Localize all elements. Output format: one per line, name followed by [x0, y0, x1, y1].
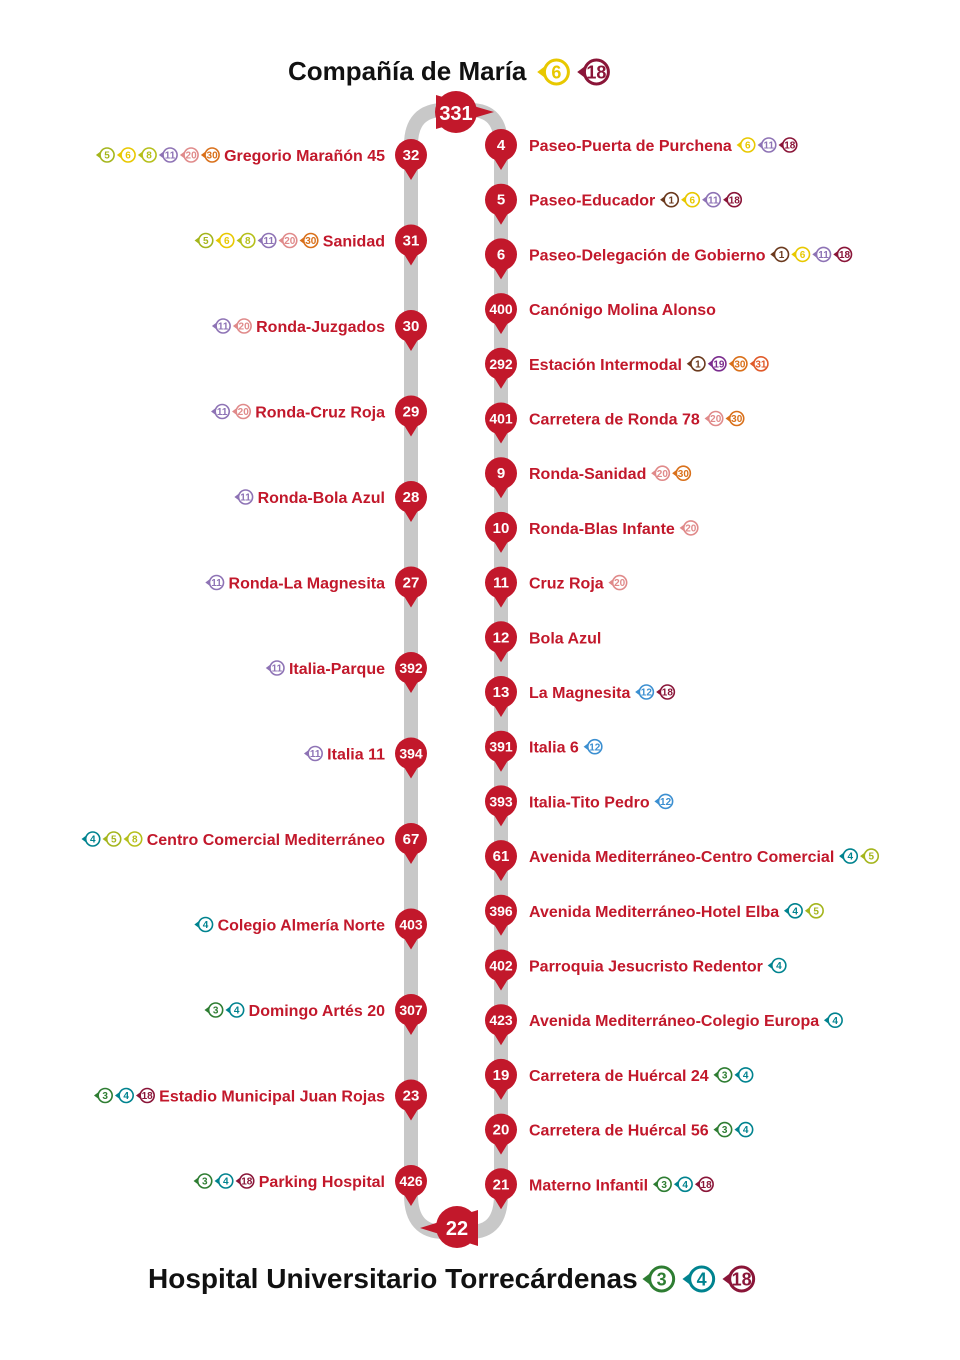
stop-marker[interactable] [395, 909, 427, 950]
badge-number: 20 [614, 578, 626, 590]
line-18-badge [236, 1174, 254, 1188]
badge-number: 11 [707, 195, 719, 207]
badge-number: 1 [695, 359, 701, 371]
line-1-badge [687, 357, 705, 371]
stop-394[interactable] [304, 738, 427, 779]
terminal-top-connections [537, 60, 608, 84]
stop-400[interactable] [485, 293, 716, 334]
badge-number: 5 [868, 851, 875, 863]
line-30-badge [300, 234, 318, 248]
badge-number: 12 [589, 742, 601, 754]
stop-32[interactable] [96, 139, 427, 180]
stop-code: 393 [489, 793, 513, 810]
stop-name: Colegio Almería Norte [217, 917, 385, 935]
line-20-badge [233, 319, 251, 333]
stop-name: Avenida Mediterráneo-Hotel Elba [529, 903, 780, 921]
terminal-top-code: 331 [439, 103, 473, 125]
badge-number: 11 [211, 578, 222, 590]
stop-marker[interactable] [395, 738, 427, 779]
badge-number: 3 [661, 1179, 667, 1191]
badge-number: 11 [217, 321, 229, 333]
stop-name: Ronda-Bola Azul [257, 490, 385, 507]
stop-code: 13 [492, 684, 510, 701]
line-5-badge [103, 832, 121, 846]
badge-number: 3 [656, 1269, 667, 1290]
badge-number: 20 [656, 468, 668, 480]
line-18-badge [656, 685, 674, 699]
badge-number: 12 [660, 797, 672, 808]
stop-marker[interactable] [485, 129, 517, 170]
stop-403[interactable] [194, 909, 427, 950]
line-1-badge [770, 247, 788, 261]
right-stops [485, 129, 878, 1209]
stop-marker[interactable] [395, 994, 427, 1035]
stop-marker[interactable] [485, 293, 517, 334]
badge-number: 18 [661, 687, 673, 699]
terminal-bottom [148, 1206, 754, 1294]
stop-marker[interactable] [395, 567, 427, 608]
badge-number: 3 [212, 1005, 219, 1017]
stop-marker[interactable] [485, 895, 517, 936]
line-20-badge [705, 412, 723, 426]
stop-292[interactable] [485, 348, 768, 389]
line-4-badge [734, 1123, 752, 1137]
badge-number: 4 [222, 1176, 229, 1188]
stop-marker[interactable] [485, 731, 517, 772]
stop-code: 11 [493, 574, 509, 592]
badge-number: 18 [784, 140, 796, 152]
stop-marker[interactable] [485, 676, 517, 717]
stop-marker[interactable] [485, 1168, 517, 1209]
stop-marker[interactable] [485, 840, 517, 881]
badge-number: 6 [125, 150, 131, 162]
line-11-badge [211, 405, 229, 419]
badge-number: 6 [744, 140, 751, 152]
stop-27[interactable] [205, 567, 427, 608]
badge-number: 4 [792, 906, 798, 918]
stop-6[interactable] [485, 238, 852, 279]
badge-number: 1 [778, 250, 785, 261]
badge-number: 30 [731, 414, 743, 426]
line-20-badge [608, 576, 626, 590]
stop-code: 10 [492, 519, 510, 537]
stop-marker[interactable] [395, 1165, 427, 1206]
line-18-badge [722, 1267, 753, 1291]
line-30-badge [729, 357, 747, 371]
stop-402[interactable] [485, 950, 786, 991]
badge-number: 5 [110, 834, 117, 846]
stop-name: Italia-Tito Pedro [529, 794, 650, 812]
badge-number: 11 [164, 150, 176, 162]
stop-code: 23 [402, 1087, 420, 1105]
stop-code: 27 [402, 574, 420, 592]
stop-20[interactable] [485, 1114, 753, 1155]
badge-number: 4 [682, 1179, 688, 1191]
line-4-badge [225, 1003, 243, 1017]
stop-code: 28 [402, 489, 420, 506]
stop-marker[interactable] [395, 139, 427, 180]
badge-number: 31 [755, 359, 767, 371]
line-5-badge [195, 234, 213, 248]
stop-marker[interactable] [485, 1004, 517, 1045]
line-3-badge [642, 1267, 673, 1291]
badge-number: 5 [104, 150, 110, 162]
badge-number: 20 [685, 523, 697, 535]
line-11-badge [205, 576, 223, 590]
stop-29[interactable] [211, 396, 427, 437]
stop-code: 20 [492, 1121, 510, 1139]
stop-name: Ronda-Juzgados [256, 319, 385, 336]
line-18-badge [695, 1177, 713, 1191]
badge-number: 3 [721, 1070, 728, 1082]
badge-number: 12 [640, 687, 652, 699]
badge-number: 30 [734, 359, 746, 371]
line-4-badge [784, 904, 802, 918]
stop-23[interactable] [94, 1080, 427, 1121]
stop-21[interactable] [485, 1168, 713, 1209]
line-4-badge [115, 1089, 133, 1103]
stop-name: Domingo Artés 20 [248, 1003, 385, 1020]
badge-number: 20 [710, 414, 722, 426]
badge-number: 4 [832, 1015, 838, 1027]
stop-code: 396 [489, 902, 513, 919]
stop-code: 394 [399, 745, 423, 762]
stop-name: Estación Intermodal [529, 356, 682, 374]
stop-code: 6 [496, 246, 506, 264]
stop-67[interactable] [82, 823, 427, 864]
line-4-badge [674, 1177, 692, 1191]
badge-number: 4 [202, 920, 209, 932]
stop-code: 401 [489, 410, 513, 427]
stop-code: 426 [399, 1173, 423, 1189]
badge-number: 30 [206, 150, 218, 162]
stop-name: Canónigo Molina Alonso [529, 302, 716, 320]
stop-name: Paseo-Educador [529, 192, 656, 210]
stop-name: Avenida Mediterráneo-Centro Comercial [529, 849, 835, 867]
stop-code: 19 [492, 1066, 510, 1084]
badge-number: 18 [731, 1269, 752, 1290]
badge-number: 11 [263, 236, 275, 248]
line-6-badge [791, 247, 809, 261]
stop-19[interactable] [485, 1059, 753, 1100]
stop-code: 292 [489, 355, 513, 372]
line-30-badge [672, 466, 690, 480]
stop-marker[interactable] [485, 785, 517, 826]
line-11-badge [234, 490, 252, 504]
line-11-badge [702, 193, 720, 207]
stop-name: Carretera de Huércal 24 [529, 1067, 709, 1085]
stop-426[interactable] [194, 1165, 427, 1206]
badge-number: 4 [742, 1125, 749, 1137]
line-6-badge [216, 234, 234, 248]
badge-number: 11 [818, 250, 829, 261]
line-11-badge [266, 661, 284, 675]
line-18-badge [723, 193, 741, 207]
line-11-badge [212, 319, 230, 333]
line-3-badge [194, 1174, 212, 1188]
line-11-badge [812, 247, 830, 261]
stop-61[interactable] [485, 840, 878, 881]
line-12-badge [584, 740, 602, 754]
line-5-badge [805, 904, 823, 918]
badge-number: 30 [305, 236, 317, 248]
stop-code: 31 [402, 232, 420, 250]
stop-code: 307 [399, 1002, 423, 1018]
badge-number: 8 [244, 236, 251, 248]
line-3-badge [713, 1068, 731, 1082]
line-4-badge [839, 849, 857, 863]
stop-code: 402 [489, 957, 513, 974]
stop-marker[interactable] [485, 567, 517, 608]
stop-marker[interactable] [485, 621, 517, 662]
line-19-badge [708, 357, 726, 371]
stop-307[interactable] [204, 994, 427, 1035]
line-12-badge [654, 794, 672, 808]
stop-name: Avenida Mediterráneo-Colegio Europa [529, 1013, 820, 1031]
stop-401[interactable] [485, 403, 744, 444]
stop-name: Carretera de Huércal 56 [529, 1122, 709, 1140]
stop-marker[interactable] [485, 512, 517, 553]
badge-number: 11 [271, 663, 283, 675]
badge-number: 18 [700, 1179, 712, 1191]
stop-name: Parroquia Jesucristo Redentor [529, 958, 763, 976]
line-4-badge [682, 1267, 713, 1291]
badge-number: 5 [813, 906, 819, 918]
stop-marker[interactable] [485, 348, 517, 389]
stop-marker[interactable] [395, 310, 427, 351]
stop-code: 5 [496, 191, 506, 209]
stop-code: 403 [399, 916, 423, 933]
badge-number: 3 [102, 1091, 108, 1103]
badge-number: 20 [238, 321, 250, 333]
line-18-badge [833, 247, 851, 261]
line-20-badge [232, 405, 250, 419]
line-6-badge [537, 60, 568, 84]
stop-marker[interactable] [395, 396, 427, 437]
stop-10[interactable] [485, 512, 698, 553]
badge-number: 11 [216, 407, 228, 419]
stop-marker[interactable] [395, 1080, 427, 1121]
badge-number: 4 [776, 961, 782, 973]
line-11-badge [304, 747, 322, 761]
badge-number: 20 [237, 407, 249, 419]
badge-number: 1 [668, 195, 675, 207]
line-31-badge [750, 357, 768, 371]
line-3-badge [94, 1089, 112, 1103]
terminal-bottom-connections [642, 1267, 753, 1291]
badge-number: 4 [89, 834, 96, 846]
badge-number: 11 [763, 140, 775, 152]
line-18-badge [136, 1089, 154, 1103]
line-20-badge [279, 234, 297, 248]
badge-number: 6 [223, 236, 230, 248]
stop-393[interactable] [485, 785, 673, 826]
line-4-badge [768, 959, 786, 973]
line-4-badge [734, 1068, 752, 1082]
stop-name: Centro Comercial Mediterráneo [146, 832, 385, 849]
badge-number: 18 [586, 62, 607, 83]
stop-name: Italia 11 [327, 746, 385, 764]
line-20-badge [180, 148, 198, 162]
stop-392[interactable] [266, 652, 427, 693]
stop-name: Ronda-Sanidad [529, 466, 647, 484]
badge-number: 18 [141, 1091, 153, 1103]
stop-name: Italia-Parque [288, 661, 385, 678]
badge-number: 4 [123, 1091, 129, 1103]
badge-number: 8 [131, 834, 138, 846]
stop-marker[interactable] [485, 238, 517, 279]
stop-name: Italia 6 [529, 739, 579, 757]
stop-name: La Magnesita [529, 685, 631, 702]
stop-code: 400 [489, 301, 513, 318]
stop-marker[interactable] [485, 1059, 517, 1100]
badge-number: 3 [201, 1176, 208, 1188]
stop-name: Materno Infantil [529, 1177, 649, 1195]
badge-number: 4 [233, 1005, 240, 1017]
stop-code: 391 [489, 738, 513, 755]
line-4-badge [82, 832, 100, 846]
line-1-badge [660, 193, 678, 207]
stop-code: 12 [492, 629, 510, 647]
badge-number: 11 [240, 492, 251, 504]
stop-name: Bola Azul [529, 630, 602, 648]
line-3-badge [713, 1123, 731, 1137]
stop-name: Ronda-La Magnesita [228, 575, 385, 593]
stop-marker[interactable] [395, 652, 427, 693]
badge-number: 5 [202, 236, 209, 248]
badge-number: 4 [847, 851, 854, 863]
stop-5[interactable] [485, 184, 741, 225]
stop-marker[interactable] [485, 403, 517, 444]
stop-code: 4 [496, 137, 506, 154]
badge-number: 19 [713, 359, 725, 371]
line-4-badge [215, 1174, 233, 1188]
line-18-badge [779, 138, 797, 152]
badge-number: 30 [677, 468, 689, 480]
stop-9[interactable] [485, 457, 690, 498]
stop-code: 392 [399, 660, 423, 676]
stop-name: Carretera de Ronda 78 [529, 411, 700, 429]
badge-number: 20 [185, 150, 197, 162]
stop-marker[interactable] [485, 1114, 517, 1155]
line-5-badge [96, 148, 114, 162]
terminal-top-marker[interactable] [435, 91, 494, 133]
line-6-badge [737, 138, 755, 152]
badge-number: 18 [241, 1176, 253, 1188]
stop-name: Estadio Municipal Juan Rojas [159, 1088, 385, 1106]
line-8-badge [124, 832, 142, 846]
terminal-top [288, 56, 608, 133]
line-11-badge [758, 138, 776, 152]
line-6-badge [681, 193, 699, 207]
stop-name: Parking Hospital [258, 1174, 385, 1191]
line-3-badge [204, 1003, 222, 1017]
line-4-badge [194, 918, 212, 932]
badge-number: 18 [728, 195, 740, 207]
line-11-badge [159, 148, 177, 162]
stop-28[interactable] [234, 481, 427, 522]
badge-number: 8 [146, 150, 152, 162]
stop-marker[interactable] [485, 457, 517, 498]
stop-code: 29 [402, 403, 420, 421]
badge-number: 11 [309, 749, 321, 761]
stop-396[interactable] [485, 895, 823, 936]
badge-number: 20 [284, 236, 296, 248]
stop-name: Cruz Roja [529, 575, 604, 593]
stop-code: 21 [492, 1176, 510, 1194]
stop-marker[interactable] [485, 950, 517, 991]
line-3-badge [653, 1177, 671, 1191]
line-5-badge [860, 849, 878, 863]
line-20-badge [680, 521, 698, 535]
stop-code: 423 [489, 1012, 513, 1029]
terminal-bottom-name: Hospital Universitario Torrecárdenas [148, 1263, 638, 1294]
stop-name: Gregorio Marañón 45 [224, 148, 385, 165]
stop-30[interactable] [212, 310, 427, 351]
terminal-bottom-code: 22 [445, 1218, 469, 1240]
left-stops [82, 139, 427, 1206]
stop-name: Ronda-Cruz Roja [255, 404, 385, 422]
badge-number: 6 [689, 195, 696, 207]
stop-marker[interactable] [395, 823, 427, 864]
stop-name: Paseo-Delegación de Gobierno [529, 247, 766, 265]
stop-marker[interactable] [485, 184, 517, 225]
terminal-bottom-marker[interactable] [420, 1206, 478, 1248]
stop-391[interactable] [485, 731, 602, 772]
stop-code: 67 [402, 831, 420, 848]
badge-number: 18 [838, 250, 851, 261]
badge-number: 6 [799, 250, 806, 261]
stop-marker[interactable] [395, 481, 427, 522]
line-8-badge [237, 234, 255, 248]
stop-name: Ronda-Blas Infante [529, 520, 675, 538]
badge-number: 6 [551, 62, 562, 83]
stop-13[interactable] [485, 676, 674, 717]
line-30-badge [201, 148, 219, 162]
stop-name: Sanidad [322, 233, 385, 251]
stop-423[interactable] [485, 1004, 842, 1045]
stop-code: 32 [402, 147, 420, 164]
stop-code: 9 [496, 465, 506, 483]
badge-number: 4 [696, 1269, 707, 1290]
line-4-badge [824, 1013, 842, 1027]
stop-code: 61 [492, 848, 510, 866]
terminal-top-name: Compañía de María [288, 56, 527, 86]
line-8-badge [138, 148, 156, 162]
line-6-badge [117, 148, 135, 162]
line-30-badge [726, 412, 744, 426]
stop-marker[interactable] [395, 225, 427, 266]
stop-31[interactable] [195, 225, 427, 266]
line-18-badge [577, 60, 608, 84]
line-12-badge [635, 685, 653, 699]
badge-number: 3 [721, 1125, 728, 1137]
stop-name: Paseo-Puerta de Purchena [529, 138, 732, 155]
line-11-badge [258, 234, 276, 248]
stop-12[interactable] [485, 621, 601, 662]
badge-number: 4 [742, 1070, 749, 1082]
stop-4[interactable] [485, 129, 797, 170]
stop-code: 30 [402, 318, 420, 335]
line-20-badge [651, 466, 669, 480]
